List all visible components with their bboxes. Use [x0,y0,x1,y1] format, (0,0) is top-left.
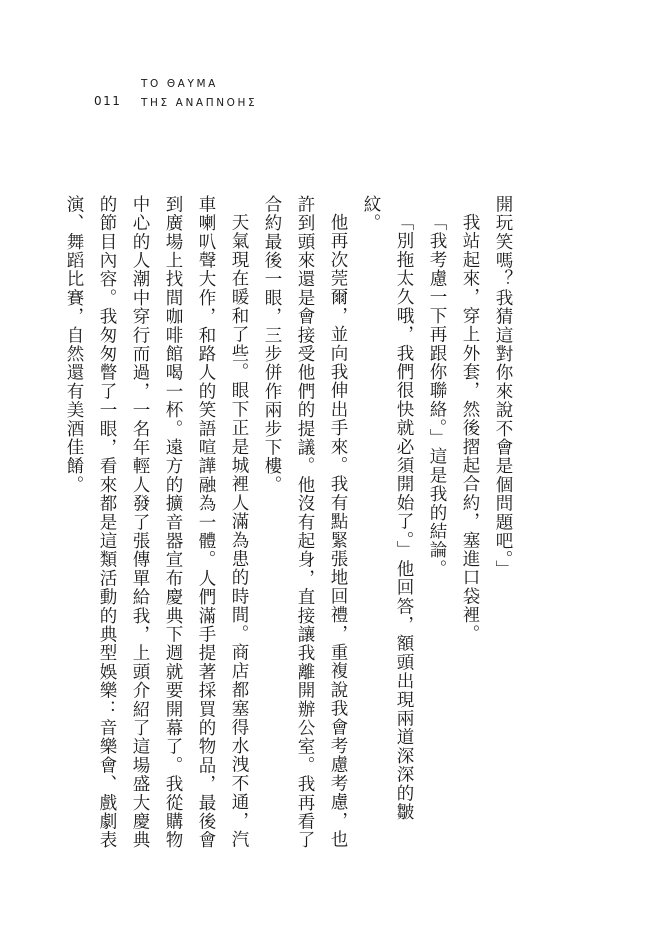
running-title-line-2: ΤΗΣ ΑΝΑΠΝΟΗΣ [141,97,258,109]
running-title [141,75,257,113]
running-title-line-1: ΤΟ ΘΑΥΜΑ [141,78,218,90]
paragraph: 開玩笑嗎？我猜這對你來說不會是個問題吧。」 [493,195,513,579]
paragraph: 「我考慮一下再跟你聯絡。」這是我的結論。 [427,212,447,578]
paragraph: 我站起來，穿上外套，然後摺起合約，塞進口袋裡。 [460,212,480,643]
page-number: 011 [94,94,122,108]
paragraph: 他再次莞爾，並向我伸出手來。我有點緊張地回禮，重複說我會考慮考慮，也許到頭來還是會接受他們的提議。他沒有起身，直接讓我離開辦公室。我再看了合約最後一眼，三步併作兩步下樓。 [262,195,348,850]
paragraph: 天氣現在暖和了些。眼下正是城裡人滿為患的時間。商店都塞得水洩不通，汽車喇叭聲大作，和路人的笑語喧譁融為一體。人們滿手提著採買的物品，最後會到廣場上找間咖啡館喝一杯。遠方的擴音器宣布慶典下週就要開幕了。我從購物中心的人潮中穿行而過，一名年輕人發了張傳單給我，上頭介紹了這場盛大慶典的節目內容。我匆匆瞥了一眼，看來都是這類活動的典型娛樂：音樂會、戲劇表演、舞蹈比賽，自然還有美酒佳餚。 [64,195,249,850]
body-text [64,195,519,855]
paragraph: 「別拖太久哦，我們很快就必須開始了。」他回答，額頭出現兩道深深的皺紋。 [361,195,414,821]
